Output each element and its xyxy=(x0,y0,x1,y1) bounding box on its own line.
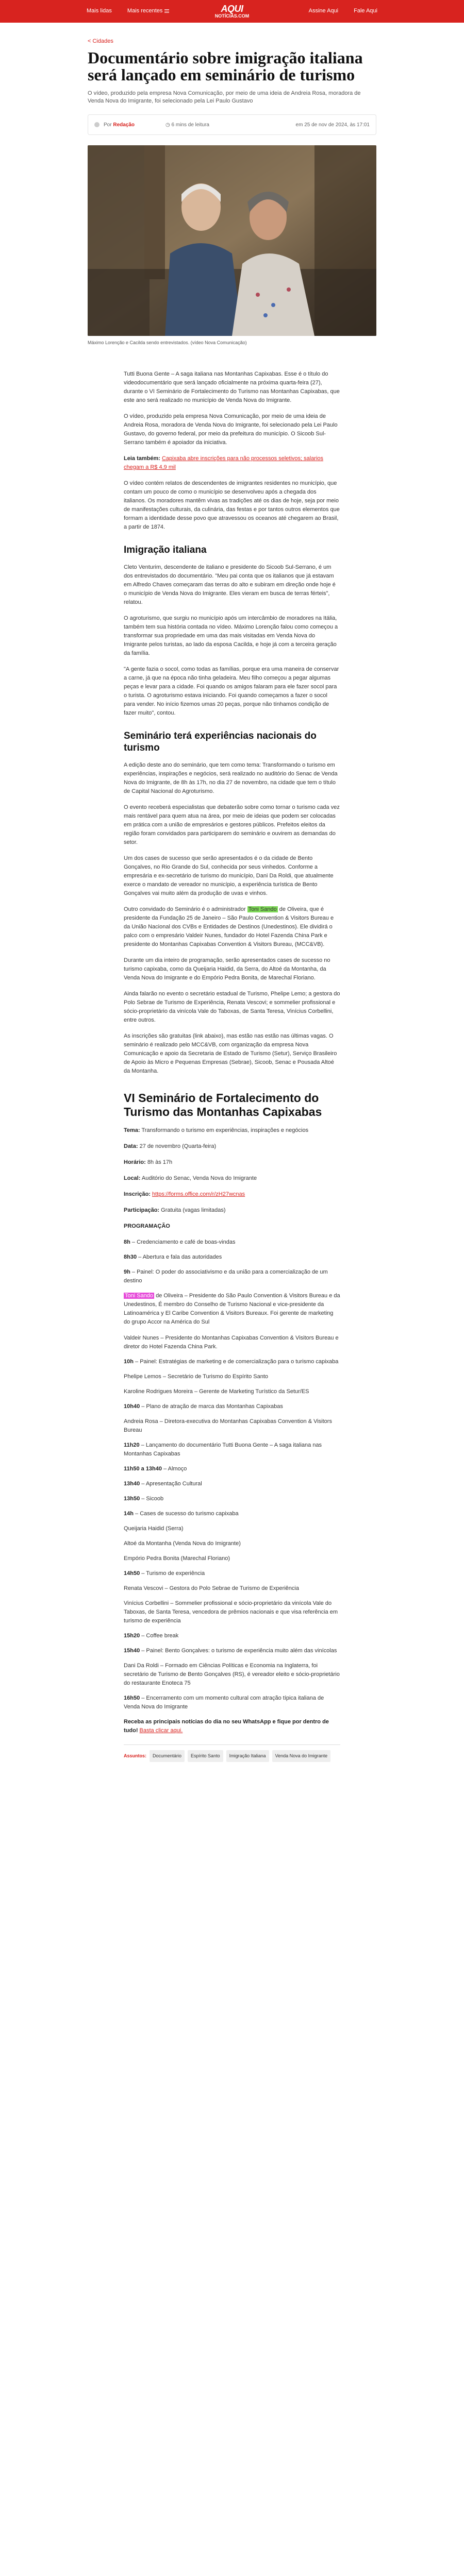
program-time: 10h xyxy=(124,1359,134,1365)
program-text: – Cases de sucesso do turismo capixaba xyxy=(133,1511,239,1517)
program-list xyxy=(124,1334,340,1711)
event-info-label: Inscrição: xyxy=(124,1191,151,1197)
menu-icon xyxy=(164,9,169,13)
registration-link[interactable]: https://forms.office.com/r/zH27wcnas xyxy=(152,1191,245,1197)
program-time: 13h40 xyxy=(124,1481,140,1487)
paragraph: O vídeo contém relatos de descendentes de imigrantes residentes no município, que contam um pouco de como o município se desenvolveu após a chegada dos italianos. Os moradores mantêm vivas as tradições até os dias de hoje, seja por meio de manifestações culturais, da culinária, das festas e por tantos outros elementos que formam a identidade desse povo que atravessou os oceanos até chegarem ao Brasil, a partir de 1874. xyxy=(124,480,340,530)
program-text: – Sicoob xyxy=(140,1496,164,1502)
clock-icon: ◷ xyxy=(165,122,170,128)
program-time: 11h50 a 13h40 xyxy=(124,1466,162,1472)
nav-most-recent[interactable] xyxy=(127,8,169,14)
tag-chip[interactable]: Venda Nova do Imigrante xyxy=(272,1750,331,1762)
program-item xyxy=(124,1599,340,1625)
program-item xyxy=(124,1402,340,1411)
text-run: Outro convidado do Seminário é o administrador xyxy=(124,906,247,912)
event-info-value: Transformando o turismo em experiências, inspirações e negócios xyxy=(141,1127,309,1133)
program-item xyxy=(124,1495,340,1503)
logo-subtext: NOTÍCIAS.COM xyxy=(214,13,250,19)
program-text: – Apresentação Cultural xyxy=(140,1481,202,1487)
program-text: Queijaria Haidid (Serra) xyxy=(124,1526,184,1532)
paragraph: O agroturismo, que surgiu no município após um intercâmbio de moradores na Itália, também tem sua história contada no vídeo. Máximo Lorenção falou como começou a transformar sua propriedade em uma das mais visitadas em Venda Nova do Imigrante pelos turistas, ao lado da esposa Cacilda, e hoje já com a terceira geração da família. xyxy=(124,615,338,656)
nav-contact[interactable]: Fale Aqui xyxy=(354,8,377,14)
program-text: – Painel: O poder do associativismo e da união para a comercialização de um destino xyxy=(124,1269,328,1284)
event-info-label: Local: xyxy=(124,1175,141,1181)
article-meta xyxy=(88,114,376,135)
event-info-value: Auditório do Senac, Venda Nova do Imigrante xyxy=(141,1175,257,1181)
program-time: 14h xyxy=(124,1511,134,1517)
event-info-line xyxy=(124,1126,340,1135)
program-item xyxy=(124,1417,340,1435)
read-time-label: 6 mins de leitura xyxy=(171,122,209,128)
article-body xyxy=(124,370,340,1793)
subheading-seminar: Seminário terá experiências nacionais do turismo xyxy=(124,731,317,753)
program-text: – Coffee break xyxy=(140,1633,179,1639)
author-avatar xyxy=(94,122,100,127)
paragraph: O vídeo, produzido pela empresa Nova Comunicação, por meio de uma ideia de Andreia Rosa, moradora de Venda Nova do Imigrante, foi selecionado pela Lei Paulo Gustavo, do governo federal, por meio da prefeitura do município. O Sicoob Sul-Serrano também é apoiador da iniciativa. xyxy=(124,413,338,446)
program-time: 10h40 xyxy=(124,1403,140,1410)
article-title: Documentário sobre imigração italiana será lançado em seminário de turismo xyxy=(88,48,363,84)
program-time: 15h40 xyxy=(124,1648,140,1654)
program-item xyxy=(124,1358,340,1366)
program-item xyxy=(124,1292,340,1327)
program-text: – Painel: Bento Gonçalves: o turismo de experiência muito além das vinícolas xyxy=(140,1648,337,1654)
text-run: de Oliveira, que é presidente da Fundação 25 de Janeiro – São Paulo Convention & Visitors Bureau e da União Nacional dos CVBs e Entidades de Destinos (Unedestinos). Ele dividirá o palco com o empresário Valdeir Nunes, fundador do Hotel Fazenda China Park e presidente do Montanhas Capixabas Convention & Visitors Bureau, (MCC&VB). xyxy=(124,906,334,947)
paragraph: "A gente fazia o socol, como todas as famílias, porque era uma maneira de conservar a carne, já que na época não tinha geladeira. Meu filho começou a pegar algumas peças e levar para a cidade. Foi quando os amigos falaram para ele fazer socol para o turista. O agroturismo estava iniciando. Foi quando começamos a fazer o socol para vender. No início fizemos umas 20 peças, porque não tínhamos condição de fazer muito", contou. xyxy=(124,666,339,716)
program-time: 16h50 xyxy=(124,1695,140,1701)
highlighted-name: Toni Sando xyxy=(248,906,277,912)
program-item xyxy=(124,1632,340,1640)
article-header xyxy=(88,38,376,345)
whatsapp-cta xyxy=(124,1718,340,1735)
tags-label: Assuntos: xyxy=(124,1753,147,1758)
author-name[interactable]: Redação xyxy=(113,122,135,128)
program-item xyxy=(124,1569,340,1578)
program-time: 14h50 xyxy=(124,1570,140,1577)
paragraph: Durante um dia inteiro de programação, serão apresentados cases de sucesso no turismo capixaba, como da Queijaria Haidid, da Serra, do Altoé da Montanha, da Venda Nova do Imigrante e do Empório Pedra Bonita, de Marechal Floriano. xyxy=(124,957,330,981)
section-breadcrumb[interactable]: < Cidades xyxy=(88,38,113,44)
event-info-label: Participação: xyxy=(124,1207,160,1213)
program-item xyxy=(124,1372,340,1381)
event-info-label: Horário: xyxy=(124,1159,146,1165)
couple-photo-illustration xyxy=(88,145,376,336)
subheading-event: VI Seminário de Fortalecimento do Turismo das Montanhas Capixabas xyxy=(124,1091,322,1118)
program-list xyxy=(124,1238,340,1285)
event-info-line xyxy=(124,1190,340,1199)
event-info-line xyxy=(124,1142,340,1151)
program-item xyxy=(124,1441,340,1459)
program-time: 9h xyxy=(124,1269,130,1275)
program-item xyxy=(124,1539,340,1548)
program-item xyxy=(124,1694,340,1711)
program-text: – Credenciamento e café de boas-vindas xyxy=(130,1239,236,1245)
highlighted-name: Toni Sando xyxy=(125,1293,154,1299)
divider xyxy=(124,1744,340,1745)
program-text: Vinícius Corbellini – Sommelier profissional e sócio-proprietário da vinícola Vale do Taboxas, de Santa Teresa, vencedora de prêmios nacionais e que visa referência em turismo de experiência xyxy=(124,1600,338,1624)
see-also-link[interactable]: Capixaba abre inscrições para não processos seletivos; salarios chegam a R$ 4,9 mil xyxy=(124,455,324,470)
site-logo[interactable] xyxy=(215,4,250,19)
event-info-line xyxy=(124,1158,340,1167)
paragraph: O evento receberá especialistas que debaterão sobre como tornar o turismo cada vez mais rentável para quem atua na área, por meio de ideias que podem ser colocadas em prática com a união de empresários e gestores públicos. Prefeitos eleitos da região foram convidados para participarem do seminário e ouvirem as demandas do setor. xyxy=(124,804,340,845)
publish-date: em 25 de nov de 2024, às 17:01 xyxy=(295,122,370,128)
program-time: 8h30 xyxy=(124,1254,137,1260)
author-prefix: Por xyxy=(104,122,112,128)
program-item xyxy=(124,1387,340,1396)
program-text: – Almoço xyxy=(162,1466,187,1472)
article-summary: O vídeo, produzido pela empresa Nova Comunicação, por meio de uma ideia de Andreia Rosa, moradora de Venda Nova do Imigrante, foi selecionado pela Lei Paulo Gustavo xyxy=(88,90,361,104)
tag-chip[interactable]: Espírito Santo xyxy=(188,1750,223,1762)
program-text: Renata Vescovi – Gestora do Polo Sebrae de Turismo de Experiência xyxy=(124,1585,299,1591)
program-text: – Plano de atração de marca das Montanhas Capixabas xyxy=(140,1403,283,1410)
nav-right xyxy=(309,8,377,14)
see-also xyxy=(124,454,340,472)
paragraph: Tutti Buona Gente – A saga italiana nas Montanhas Capixabas. Esse é o título do videodocumentário que será lançado oficialmente na próxima quarta-feira (27), durante o VI Seminário de Fortalecimento do Turismo nas Montanhas Capixabas, que este ano será realizado no município de Venda Nova do Imigrante. xyxy=(124,371,340,403)
program-item xyxy=(124,1480,340,1488)
top-bar xyxy=(0,0,464,23)
tag-chip[interactable]: Documentário xyxy=(150,1750,185,1762)
program-item xyxy=(124,1647,340,1655)
read-time xyxy=(165,122,209,128)
paragraph: As inscrições são gratuitas (link abaixo), mas estão nas estão nas últimas vagas. O seminário é realizado pelo MCC&VB, com organização da empresa Nova Comunicação e apoio da Secretaria de Estado de Turismo (Setur), Serviço Brasileiro de Apoio às Micro e Pequenas Empresas (Sebrae), Sicoob, Senac e Pousada Altoé da Montanha. xyxy=(124,1033,337,1074)
nav-left xyxy=(87,8,169,14)
program-text: Valdeir Nunes – Presidente do Montanhas Capixabas Convention & Visitors Bureau e diretor do Hotel Fazenda China Park. xyxy=(124,1335,339,1350)
program-text: – Painel: Estratégias de marketing e de comercialização para o turismo capixaba xyxy=(133,1359,339,1365)
program-text: Karoline Rodrigues Moreira – Gerente de Marketing Turístico da Setur/ES xyxy=(124,1388,309,1395)
program-item xyxy=(124,1238,340,1247)
program-item xyxy=(124,1662,340,1688)
event-info-value: Gratuita (vagas limitadas) xyxy=(161,1207,226,1213)
event-info-label: Tema: xyxy=(124,1127,140,1133)
event-info-value: 27 de novembro (Quarta-feira) xyxy=(139,1143,217,1149)
program-heading xyxy=(124,1222,340,1231)
event-info xyxy=(124,1126,340,1215)
program-time: 13h50 xyxy=(124,1496,140,1502)
program-text: – Lançamento do documentário Tutti Buona Gente – A saga italiana nas Montanhas Capixabas xyxy=(124,1442,322,1457)
program-item xyxy=(124,1253,340,1262)
paragraph: Ainda falarão no evento o secretário estadual de Turismo, Phelipe Lemo; a gestora do Polo Sebrae de Turismo de Experiência, Renata Vescovi; e sommelier profissional e sócio-proprietário da vinícola Vale do Taboxas, de Santa Teresa, Vinícius Corbellini, entre outros. xyxy=(124,991,340,1023)
program-item xyxy=(124,1524,340,1533)
program-label: PROGRAMAÇÃO xyxy=(124,1223,170,1229)
program-time: 8h xyxy=(124,1239,130,1245)
program-time: 11h20 xyxy=(124,1442,140,1448)
program-text: Altoé da Montanha (Venda Nova do Imigrante) xyxy=(124,1540,241,1547)
program-text: de Oliveira – Presidente do São Paulo Convention & Visitors Bureau e da Unedestinos, É membro do Conselho de Turismo Nacional e vice-presidente da Latinoamérica y El Caribe Convention & Visitors Bureaux. Foi gerente de marketing do grupo Accor na América do Sul xyxy=(124,1293,340,1325)
hero-photo xyxy=(88,145,376,336)
tag-chip[interactable]: Imigração Italiana xyxy=(226,1750,269,1762)
program-time: 15h20 xyxy=(124,1633,140,1639)
author-line xyxy=(104,122,135,128)
tags-row xyxy=(124,1750,340,1762)
program-text: – Abertura e fala das autoridades xyxy=(137,1254,222,1260)
paragraph: Cleto Venturim, descendente de italiano e presidente do Sicoob Sul-Serrano, é um dos entrevistados do documentário. "Meu pai conta que os italianos que já estavam em Alfredo Chaves começaram das terras do alto e subiram em direção onde hoje é o município de Venda Nova do Imigrante. Eles vieram em busca de terras férteis", relatou. xyxy=(124,564,336,605)
program-text: Andreia Rosa – Diretora-executiva do Montanhas Capixabas Convention & Visitors Bureau xyxy=(124,1418,332,1433)
nav-most-read[interactable]: Mais lidas xyxy=(87,8,112,14)
paragraph: Um dos cases de sucesso que serão apresentados é o da cidade de Bento Gonçalves, no Rio Grande do Sul, conhecida por seus vinhedos. Conforme a empresária e ex-secretário de turismo do município, Dani Da Roldi, que atualmente exerce o mandato de vereador no município, a experiência turística de Bento Gonçalves vai muito além da produção de uvas e vinhos. xyxy=(124,855,334,896)
program-text: – Turismo de experiência xyxy=(140,1570,205,1577)
whatsapp-text: Receba as principais notícias do dia no seu WhatsApp e fique por dentro de tudo! xyxy=(124,1719,329,1734)
program-item xyxy=(124,1465,340,1473)
program-item xyxy=(124,1334,340,1351)
photo-caption: Máximo Lorenção e Cacilda sendo entrevistados. (vídeo Nova Comunicação) xyxy=(88,340,247,345)
program-text: Empório Pedra Bonita (Marechal Floriano) xyxy=(124,1555,230,1562)
event-info-line xyxy=(124,1174,340,1183)
program-item xyxy=(124,1584,340,1593)
logo-text: AQUI xyxy=(221,4,243,14)
program-text: Dani Da Roldi – Formado em Ciências Políticas e Economia na Inglaterra, foi secretário de Turismo de Bento Gonçalves (RS), é vereador eleito e sócio-proprietário do restaurante Enoteca 75 xyxy=(124,1663,340,1686)
paragraph: A edição deste ano do seminário, que tem como tema: Transformando o turismo em experiências, inspirações e negócios, será realizado no auditório do Senac de Venda Nova do Imigrante, de 8h às 17h, no dia 27 de novembro, na cidade que tem o título de Capital Nacional do Agroturismo. xyxy=(124,762,338,794)
nav-subscribe[interactable]: Assine Aqui xyxy=(308,8,339,14)
program-item xyxy=(124,1554,340,1563)
program-text: Phelipe Lemos – Secretário de Turismo do Espírito Santo xyxy=(124,1374,269,1380)
nav-most-recent-label: Mais recentes xyxy=(127,8,163,14)
see-also-label: Leia também: xyxy=(124,455,160,462)
program-item xyxy=(124,1268,340,1285)
paragraph xyxy=(124,905,340,949)
subheading-immigration: Imigração italiana xyxy=(124,545,207,555)
event-info-value: 8h às 17h xyxy=(147,1159,173,1165)
whatsapp-link[interactable]: Basta clicar aqui. xyxy=(139,1727,183,1734)
event-info-label: Data: xyxy=(124,1143,138,1149)
program-text: – Encerramento com um momento cultural com atração típica italiana de Venda Nova do Imigrante xyxy=(124,1695,324,1710)
event-info-line xyxy=(124,1206,340,1215)
program-item xyxy=(124,1510,340,1518)
